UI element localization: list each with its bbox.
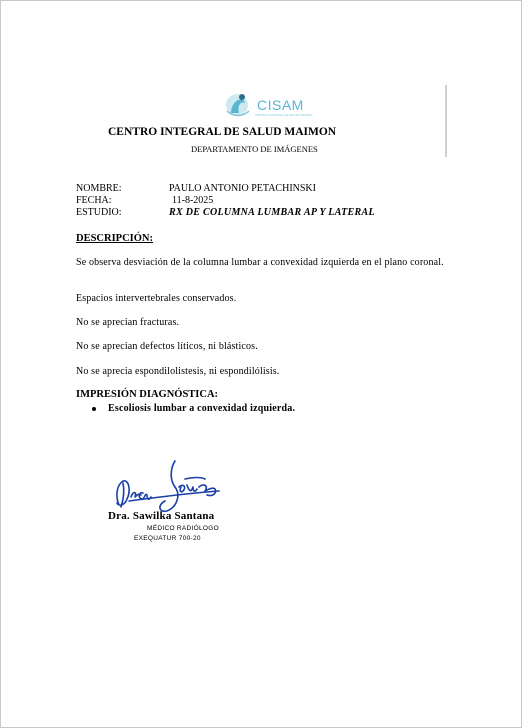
date-value: 11-8-2025 (172, 195, 214, 206)
description-title: DESCRIPCIÓN: (76, 233, 154, 244)
study-label: ESTUDIO: (76, 207, 122, 218)
logo-text: CISAM (257, 97, 304, 113)
name-label: NOMBRE: (76, 183, 122, 194)
impression-title: IMPRESIÓN DIAGNÓSTICA: (76, 389, 219, 400)
impression-item: Escoliosis lumbar a convexidad izquierda. (108, 403, 296, 414)
handwritten-signature (109, 457, 225, 515)
doctor-role: MÉDICO RADIÓLOGO (147, 525, 219, 532)
organization-name: CENTRO INTEGRAL DE SALUD MAIMON (108, 126, 337, 138)
logo-subtext: CENTRO INTEGRAL DE SALUD MAIMON (255, 113, 313, 117)
date-label: FECHA: (76, 195, 112, 206)
description-paragraph: No se aprecian fracturas. (76, 317, 180, 328)
description-paragraph: Se observa desviación de la columna lumbar a convexidad izquierda en el plano coronal. (76, 257, 444, 268)
description-paragraph: Espacios intervertebrales conservados. (76, 293, 237, 304)
department-name: DEPARTAMENTO DE IMÁGENES (191, 144, 318, 154)
study-value: RX DE COLUMNA LUMBAR AP Y LATERAL (169, 207, 375, 218)
bullet-icon (92, 407, 96, 411)
description-paragraph: No se aprecia espondilolistesis, ni espondilólisis. (76, 366, 280, 377)
doctor-license: EXEQUATUR 700-20 (134, 535, 201, 542)
description-paragraph: No se aprecian defectos líticos, ni blásticos. (76, 341, 258, 352)
doctor-name: Dra. Sawilka Santana (108, 510, 215, 522)
header-divider (445, 85, 447, 157)
name-value: PAULO ANTONIO PETACHINSKI (169, 183, 316, 194)
